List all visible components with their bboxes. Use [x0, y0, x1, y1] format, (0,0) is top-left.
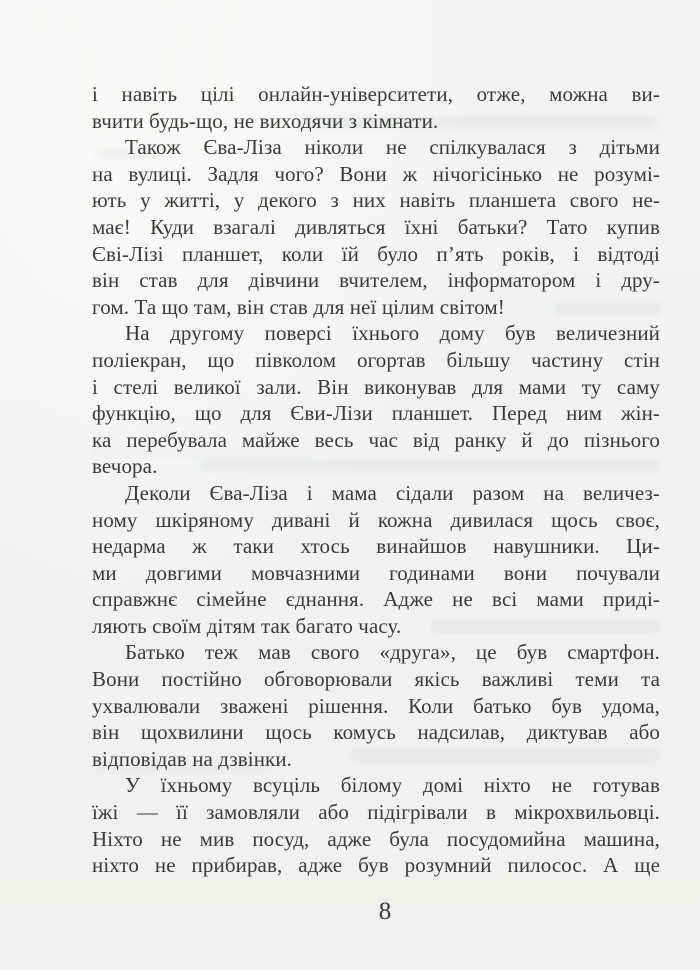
text-line: ми довгими мовчазними годинами вони почували	[92, 560, 660, 585]
text-line: Деколи Єва-Ліза і мама сідали разом на величез-	[125, 480, 660, 505]
text-line: на вулиці. Задля чого? Вони ж нічогісінько не розумі-	[92, 161, 660, 186]
text-line: функцію, що для Єви-Лізи планшет. Перед ним жін-	[92, 401, 660, 426]
text-line: і стелі великої зали. Він виконував для мами ту саму	[92, 374, 660, 399]
text-line: вечора.	[92, 454, 158, 479]
text-line: ному шкіряному дивані й кожна дивилася щось своє,	[92, 507, 660, 532]
text-line: він щохвилини щось комусь надсилав, диктував або	[92, 720, 660, 745]
paragraph	[92, 772, 660, 878]
text-line: Вони постійно обговорювали якісь важливі теми та	[92, 667, 660, 692]
text-line: ляють своїм дітям так багато часу.	[92, 613, 402, 638]
text-line: ка перебувала майже весь час від ранку й до пізнього	[92, 427, 660, 452]
text-line: поліекран, що півколом огортав більшу частину стін	[92, 347, 660, 372]
text-line: Батько теж мав свого «друга», це був смартфон.	[125, 640, 660, 665]
text-line: має! Куди взагалі дивляться їхні батьки? Тато купив	[92, 214, 660, 239]
page-text-block	[92, 81, 660, 879]
page-number: 8	[378, 898, 392, 925]
text-line: гом. Та що там, він став для неї цілим світом!	[92, 294, 505, 319]
paragraph	[92, 480, 660, 640]
text-line: ють у житті, у декого з них навіть планшета свого не-	[92, 188, 660, 213]
text-line: вчити будь-що, не виходячи з кімнати.	[92, 108, 439, 133]
text-line: їжі — її замовляли або підігрівали в мікрохвильовці.	[92, 800, 660, 825]
text-line: У їхньому всуціль білому домі ніхто не готував	[125, 773, 660, 798]
text-line: ухвалювали зважені рішення. Коли батько був удома,	[92, 693, 660, 718]
paragraph	[92, 639, 660, 772]
text-line: Єві-Лізі планшет, коли їй було п’ять років, і відтоді	[92, 241, 660, 266]
text-line: відповідав на дзвінки.	[92, 746, 293, 771]
text-line: недарма ж таки хтось винайшов навушники. Ци-	[92, 534, 660, 559]
text-line: На другому поверсі їхнього дому був величезний	[125, 321, 660, 346]
text-line: справжнє сімейне єднання. Адже не всі мами приді-	[92, 587, 660, 612]
text-line: Також Єва-Ліза ніколи не спілкувалася з дітьми	[125, 135, 660, 160]
paragraph	[92, 320, 660, 480]
paragraph	[92, 81, 660, 134]
text-line: Ніхто не мив посуд, адже була посудомийна машина,	[92, 826, 660, 851]
text-line: він став для дівчини вчителем, інформатором і дру-	[92, 268, 660, 293]
paragraph	[92, 134, 660, 320]
text-line: ніхто не прибирав, адже був розумний пилосос. А ще	[92, 853, 660, 878]
text-line: і навіть цілі онлайн-університети, отже, можна ви-	[92, 82, 660, 106]
